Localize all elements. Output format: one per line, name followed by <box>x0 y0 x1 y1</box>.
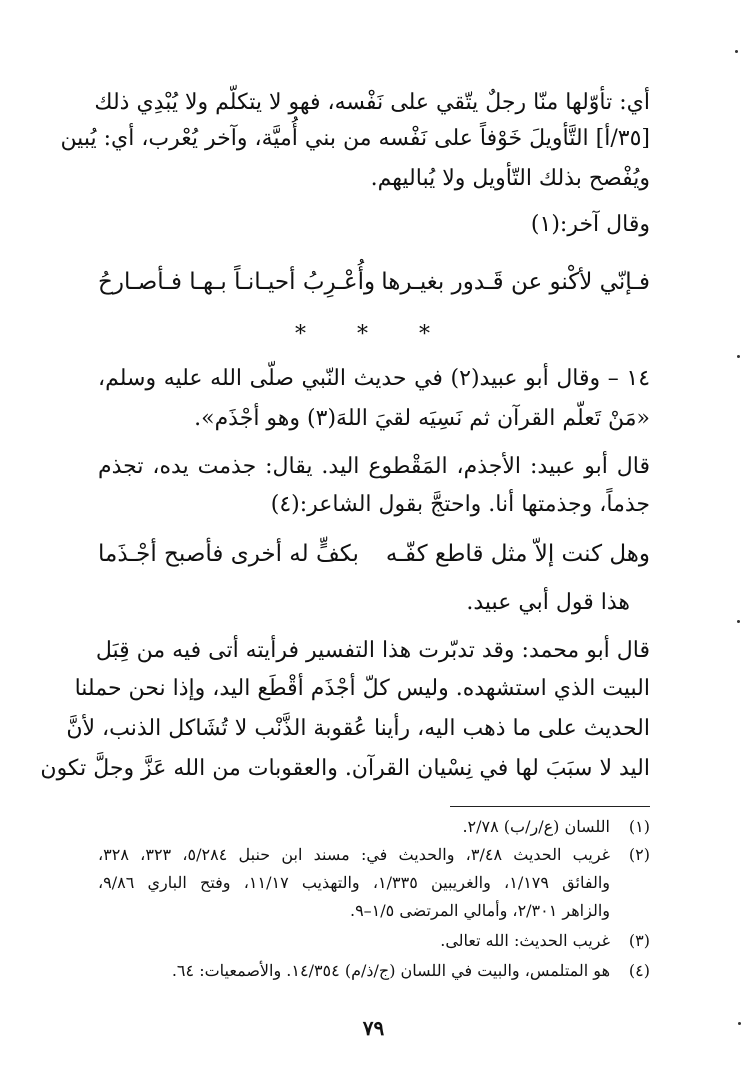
body-line: قال أبو محمد: وقد تدبّرت هذا التفسير فرأيته أتى فيه من قِبَل <box>95 638 650 663</box>
footnote-text: هو المتلمس، والبيت في اللسان (ج/ذ/م) ١٤/٣٥٤. والأصمعيات: ٦٤. <box>171 961 610 980</box>
body-line: ويُفْصح بذلك التّأويل ولا يُباليهم. <box>370 166 650 191</box>
footnote-number: (٤) <box>628 961 650 980</box>
verse-hemistich: فـإنّي لأكْنو عن قَـدور بغيـرها <box>381 269 650 295</box>
body-line: ١٤ – وقال أبو عبيد(٢) في حديث النّبي صلّى الله عليه وسلم، <box>98 366 651 391</box>
body-line: قال أبو عبيد: الأجذم، المَقْطوع اليد. يقال: جذمت يده، تجذم <box>98 454 650 479</box>
footnote-text: والفائق ١/١٧٩، والغريبين ١/٣٣٥، والتهذيب ١١/١٧، وفتح الباري ٩/٨٦، <box>98 873 610 892</box>
verse-hemistich: وهل كنت إلاّ مثل قاطع كفّـه <box>385 541 650 567</box>
footnote-number: (٣) <box>628 931 650 950</box>
scan-speck <box>737 620 740 623</box>
body-line: وقال آخر:(١) <box>530 212 650 237</box>
page-number: ٧٩ <box>362 1016 385 1040</box>
body-line: اليد لا سبَبَ لها في نِسْيان القرآن. والعقوبات من الله عَزَّ وجلَّ تكون <box>40 756 650 781</box>
footnote-text: اللسان (ع/ر/ب) ٢/٧٨. <box>462 817 610 836</box>
footnote-divider <box>450 806 650 807</box>
scan-speck <box>735 50 738 53</box>
body-line: جذماً، وجذمتها أنا. واحتجَّ بقول الشاعر:(٤) <box>270 492 650 517</box>
footnote-number: (٢) <box>628 845 650 864</box>
verse-hemistich: وأُعْـرِبُ أحيـانـاً بـهـا فـأصـارحُ <box>98 269 376 295</box>
section-separator: * * * <box>295 322 452 347</box>
body-line: أي: تأوّلها منّا رجلٌ يتّقي على نَفْسه، فهو لا يتكلّم ولا يُبْدِي ذلك <box>94 90 650 115</box>
footnote-text: والزاهر ٢/٣٠١، وأمالي المرتضى ١/٥–٩. <box>349 901 610 920</box>
verse-hemistich: بكفٍّ له أخرى فأصبح أجْـذَما <box>98 541 359 567</box>
body-line: «مَنْ تَعلّم القرآن ثم نَسِيَه لقيَ اللهَ(٣) وهو أجْذَم». <box>194 406 650 431</box>
body-line: البيت الذي استشهده. وليس كلّ أجْذَم أقْطَع اليد، وإذا نحن حملنا <box>74 676 650 701</box>
body-line: هذا قول أبي عبيد. <box>466 590 630 615</box>
footnote-text: غريب الحديث: الله تعالى. <box>440 931 610 950</box>
footnote-text: غريب الحديث ٣/٤٨، والحديث في: مسند ابن حنبل ٥/٢٨٤، ٣٢٣، ٣٢٨، <box>98 845 611 864</box>
footnote-number: (١) <box>628 817 650 836</box>
body-line: الحديث على ما ذهب اليه، رأينا عُقوبة الذَّنْب لا تُشَاكل الذنب، لأنَّ <box>66 716 650 741</box>
scan-speck <box>737 355 740 358</box>
scan-speck <box>738 1022 741 1025</box>
body-line: [٣٥/أ] التَّأويلَ خَوْفاً على نَفْسه من بني أُميَّة، وآخر يُعْرب، أي: يُبين <box>60 126 650 151</box>
